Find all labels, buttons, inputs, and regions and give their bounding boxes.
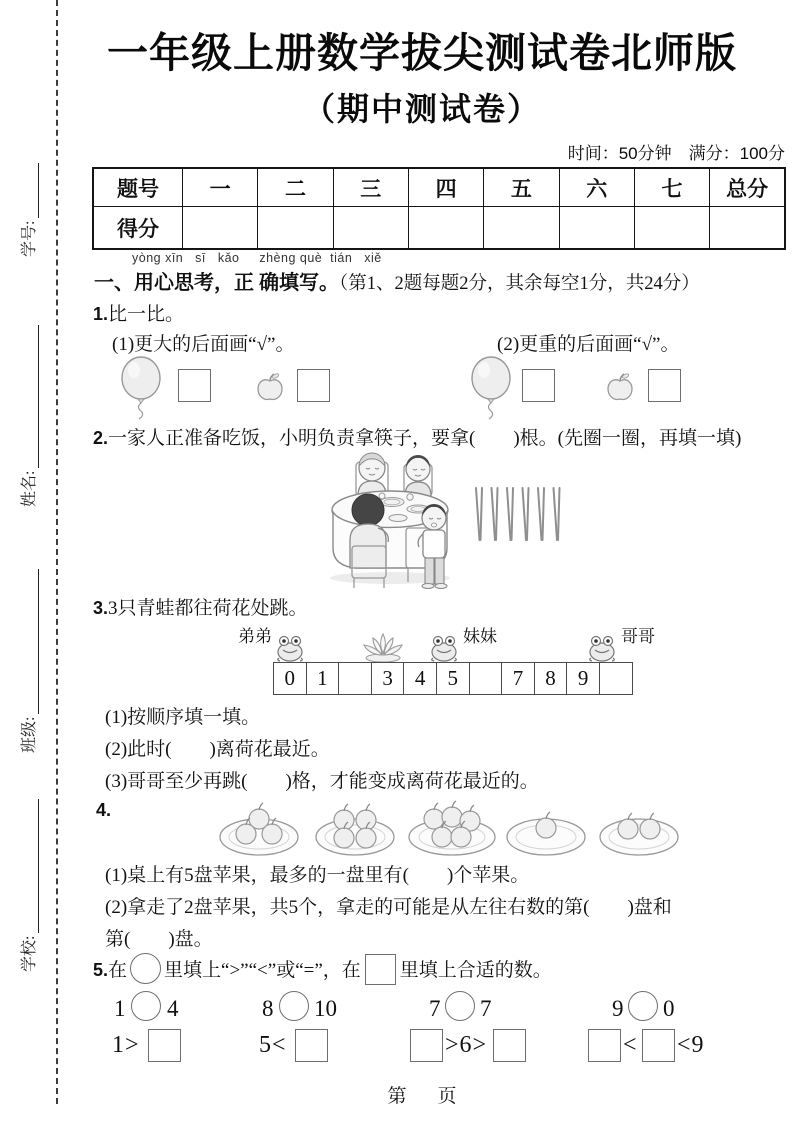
question-1-stem: 比一比。 — [108, 304, 185, 325]
strip-cell-blank[interactable] — [469, 662, 503, 695]
col-6: 六 — [559, 168, 634, 207]
apple-icon — [256, 372, 284, 402]
comparison-circle[interactable] — [279, 991, 309, 1021]
score-table — [92, 167, 786, 250]
school-field — [16, 799, 39, 972]
answer-box[interactable] — [642, 1029, 675, 1062]
school-label: 学校: — [21, 935, 38, 972]
section-1-points-note: （第1、2题每题2分，其余每空1分，共24分） — [339, 274, 700, 294]
frog-meimei-label: 妹妹 — [463, 627, 497, 646]
answer-box[interactable] — [648, 369, 681, 402]
score-row — [93, 207, 785, 250]
frog-gege-label: 哥哥 — [621, 627, 655, 646]
chopsticks-icon — [471, 486, 565, 544]
question-3 — [93, 597, 308, 621]
cmp-right: 10 — [314, 996, 337, 1021]
cmp-left: 7 — [429, 996, 441, 1021]
question-number-row — [93, 168, 785, 207]
question-5 — [93, 953, 552, 985]
apple-plate-2 — [597, 802, 681, 860]
ineq-text: >6> — [445, 1032, 488, 1058]
name-field — [16, 325, 39, 507]
comparison-circle[interactable] — [445, 991, 475, 1021]
apple-plate-4 — [313, 802, 397, 860]
student-info-sidebar — [0, 0, 58, 1122]
score-cell[interactable] — [634, 207, 709, 250]
school-blank[interactable] — [23, 799, 39, 933]
exam-time-score-meta: 时间：50分钟 满分：100分 — [567, 144, 785, 163]
cmp-left: 9 — [612, 996, 624, 1021]
col-7: 七 — [634, 168, 709, 207]
col-total: 总分 — [710, 168, 785, 207]
paper-subtitle: （期中测试卷） — [302, 91, 541, 127]
student-id-label: 学号: — [21, 220, 38, 257]
strip-cell: 0 — [273, 662, 307, 695]
score-cell[interactable] — [559, 207, 634, 250]
question-2-stem: 一家人正准备吃饭，小明负责拿筷子，要拿( )根。(先圈一圈，再填一填) — [108, 428, 742, 449]
question-3-sub3: (3)哥哥至少再跳( )格，才能变成离荷花最近的。 — [105, 771, 539, 792]
comparison-circle[interactable] — [131, 991, 161, 1021]
cmp-left: 8 — [262, 996, 274, 1021]
strip-cell: 3 — [371, 662, 405, 695]
student-id-blank[interactable] — [23, 163, 39, 218]
question-3-sub2: (2)此时( )离荷花最近。 — [105, 739, 330, 760]
apple-plate-5 — [406, 802, 498, 860]
section-1-title: 一、用心思考，正 确填写。 — [94, 272, 339, 294]
col-2: 二 — [258, 168, 333, 207]
lotus-flower-icon — [361, 632, 405, 663]
class-blank[interactable] — [23, 569, 39, 714]
col-3: 三 — [333, 168, 408, 207]
name-blank[interactable] — [23, 325, 39, 468]
name-label: 姓名: — [21, 470, 38, 507]
question-5-head3: 里填上合适的数。 — [399, 960, 552, 981]
family-dinner-illustration — [326, 450, 458, 592]
student-id-field — [16, 163, 39, 257]
question-4 — [96, 799, 111, 823]
apple-plate-1 — [504, 802, 588, 860]
score-table-head: 题号 — [93, 168, 183, 207]
score-row-head: 得分 — [93, 207, 183, 250]
balloon-icon — [470, 356, 512, 420]
cmp-right: 4 — [167, 996, 179, 1021]
answer-box[interactable] — [295, 1029, 328, 1062]
pinyin-annotation: yòng xīn sī kǎo zhèng què tián xiě — [132, 251, 382, 265]
class-field — [16, 569, 39, 753]
comparison-circle-sample — [130, 953, 161, 984]
question-4-number: 4. — [96, 800, 112, 820]
strip-cell: 8 — [534, 662, 568, 695]
cmp-right: 7 — [480, 996, 492, 1021]
question-4-sub3: 第( )盘。 — [105, 929, 213, 950]
score-cell[interactable] — [183, 207, 258, 250]
apple-plate-3 — [217, 802, 301, 860]
question-1 — [93, 303, 184, 327]
question-5-number: 5. — [93, 960, 109, 980]
answer-box[interactable] — [148, 1029, 181, 1062]
strip-cell-blank[interactable] — [599, 662, 633, 695]
score-cell[interactable] — [258, 207, 333, 250]
col-5: 五 — [484, 168, 559, 207]
paper-title: 一年级上册数学拔尖测试卷北师版 — [107, 30, 737, 76]
question-2 — [93, 427, 741, 451]
col-1: 一 — [183, 168, 258, 207]
balloon-icon — [120, 356, 162, 420]
ineq-text: 5< — [259, 1032, 287, 1058]
score-cell[interactable] — [710, 207, 785, 250]
question-3-number: 3. — [93, 598, 109, 618]
answer-box-sample — [365, 954, 396, 985]
answer-box[interactable] — [410, 1029, 443, 1062]
strip-cell: 9 — [566, 662, 600, 695]
question-3-sub1: (1)按顺序填一填。 — [105, 707, 261, 728]
strip-cell: 5 — [436, 662, 470, 695]
col-4: 四 — [408, 168, 483, 207]
question-2-number: 2. — [93, 428, 109, 448]
frog-icon — [586, 634, 618, 662]
strip-cell-blank[interactable] — [338, 662, 372, 695]
frog-icon — [428, 634, 460, 662]
score-cell[interactable] — [333, 207, 408, 250]
ineq-text: 1> — [112, 1032, 140, 1058]
comparison-circle[interactable] — [628, 991, 658, 1021]
frog-icon — [274, 634, 306, 662]
section-1-heading — [94, 271, 700, 296]
cmp-left: 1 — [114, 996, 126, 1021]
answer-box[interactable] — [297, 369, 330, 402]
question-1-sub2: (2)更重的后面画“√”。 — [497, 334, 680, 355]
frog-didi-label: 弟弟 — [238, 627, 272, 646]
strip-cell: 1 — [306, 662, 340, 695]
question-4-sub2: (2)拿走了2盘苹果，共5个，拿走的可能是从左往右数的第( )盘和 — [105, 897, 672, 918]
question-5-head1: 在 — [108, 960, 128, 981]
question-1-number: 1. — [93, 304, 109, 324]
question-3-stem: 3只青蛙都往荷花处跳。 — [108, 598, 308, 619]
score-cell[interactable] — [408, 207, 483, 250]
strip-cell: 7 — [501, 662, 535, 695]
ineq-text: <9 — [677, 1032, 705, 1058]
question-1-sub1: (1)更大的后面画“√”。 — [112, 334, 295, 355]
answer-box[interactable] — [178, 369, 211, 402]
question-5-head2: 里填上“>”“<”或“=”，在 — [164, 960, 361, 981]
score-cell[interactable] — [484, 207, 559, 250]
number-line-strip — [273, 662, 633, 695]
apple-icon — [606, 372, 634, 402]
cmp-right: 0 — [663, 996, 675, 1021]
answer-box[interactable] — [493, 1029, 526, 1062]
class-label: 班级: — [21, 716, 38, 753]
page-footer: 第 页 — [387, 1086, 463, 1107]
answer-box[interactable] — [522, 369, 555, 402]
ineq-text: < — [623, 1032, 638, 1058]
strip-cell: 4 — [403, 662, 437, 695]
question-4-sub1: (1)桌上有5盘苹果，最多的一盘里有( )个苹果。 — [105, 865, 530, 886]
answer-box[interactable] — [588, 1029, 621, 1062]
